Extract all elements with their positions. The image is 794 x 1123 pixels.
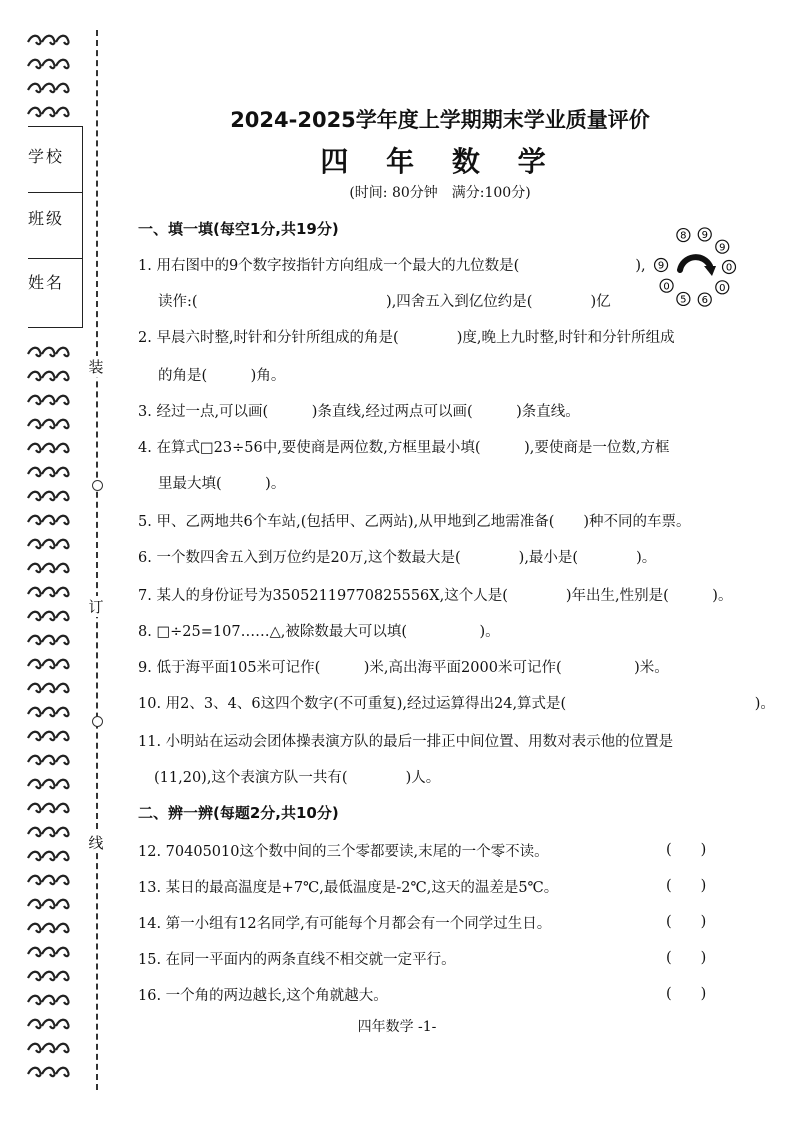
wave-ornament [26, 748, 82, 772]
question-2-line-1: 2. 早晨六时整,时针和分针所组成的角是( )度,晚上九时整,时针和分针所组成 [138, 330, 675, 346]
answer-paren-13[interactable]: ( ) [666, 878, 707, 894]
question-7: 7. 某人的身份证号为35052119770825556X,这个人是( )年出生,性别是( )。 [138, 588, 733, 604]
question-13: 13. 某日的最高温度是+7℃,最低温度是-2℃,这天的温差是5℃。 [138, 880, 559, 896]
wave-ornament [26, 508, 82, 532]
question-1-line-1: 1. 用右图中的9个数字按指针方向组成一个最大的九位数是( ), [138, 258, 646, 274]
wave-ornament [26, 820, 82, 844]
wave-ornament [26, 844, 82, 868]
wave-ornament [26, 916, 82, 940]
wave-ornament [26, 964, 82, 988]
clockwise-arrow-icon [680, 257, 710, 270]
question-5: 5. 甲、乙两地共6个车站,(包括甲、乙两站),从甲地到乙地需准备( )种不同的车票。 [138, 514, 691, 530]
wave-ornament [26, 532, 82, 556]
question-16: 16. 一个角的两边越长,这个角就越大。 [138, 988, 388, 1004]
wave-ornament [26, 652, 82, 676]
question-11-line-2: (11,20),这个表演方队一共有( )人。 [154, 770, 441, 786]
wave-ornament [26, 940, 82, 964]
answer-paren-16[interactable]: ( ) [666, 986, 707, 1002]
question-14: 14. 第一小组有12名同学,有可能每个月都会有一个同学过生日。 [138, 916, 552, 932]
dial-digit: 0 [663, 281, 670, 293]
binding-hole-2 [92, 716, 103, 727]
wave-ornament [26, 484, 82, 508]
wave-ornament [26, 52, 82, 76]
dial-digit: 5 [680, 294, 687, 306]
wave-ornament [26, 1060, 82, 1084]
binding-char-zhuang: 装 [86, 356, 106, 377]
wave-ornament [26, 772, 82, 796]
exam-subject: 四 年 数 学 [320, 145, 560, 178]
number-dial-figure [652, 224, 738, 310]
binding-wave-decoration-bottom [26, 340, 82, 1084]
name-label: 姓名 [28, 273, 65, 292]
wave-ornament [26, 364, 82, 388]
exam-info: (时间: 80分钟 满分:100分) [349, 185, 531, 201]
dial-digit: 0 [725, 262, 733, 274]
wave-ornament [26, 700, 82, 724]
section-2-heading: 二、辨一辨(每题2分,共10分) [138, 804, 339, 822]
binding-hole-1 [92, 480, 103, 491]
wave-ornament [26, 580, 82, 604]
dial-digit: 6 [701, 295, 708, 307]
dial-digit: 0 [719, 282, 726, 294]
wave-ornament [26, 604, 82, 628]
dial-digit: 9 [701, 230, 708, 242]
binding-char-ding: 订 [86, 596, 106, 617]
dial-digits [655, 228, 736, 306]
binding-wave-decoration-top [26, 28, 82, 124]
wave-ornament [26, 628, 82, 652]
question-4-line-2: 里最大填( )。 [158, 476, 286, 492]
wave-ornament [26, 988, 82, 1012]
wave-ornament [26, 28, 82, 52]
dial-digit: 8 [680, 230, 687, 242]
arrow-head-icon [704, 266, 716, 276]
dial-digit: 9 [657, 260, 665, 272]
page-footer: 四年数学 -1- [357, 1019, 437, 1035]
dial-digit: 9 [719, 242, 726, 254]
binding-char-xian: 线 [86, 832, 106, 853]
question-12: 12. 70405010这个数中间的三个零都要读,末尾的一个零不读。 [138, 844, 549, 860]
question-4-line-1: 4. 在算式□23÷56中,要使商是两位数,方框里最小填( ),要使商是一位数,方框 [138, 440, 670, 456]
question-2-line-2: 的角是( )角。 [158, 368, 286, 384]
question-15: 15. 在同一平面内的两条直线不相交就一定平行。 [138, 952, 456, 968]
wave-ornament [26, 676, 82, 700]
question-10: 10. 用2、3、4、6这四个数字(不可重复),经过运算得出24,算式是( )。 [138, 696, 775, 712]
wave-ornament [26, 436, 82, 460]
wave-ornament [26, 892, 82, 916]
answer-paren-12[interactable]: ( ) [666, 842, 707, 858]
binding-dashed-line [96, 30, 98, 1090]
class-label: 班级 [28, 209, 65, 228]
wave-ornament [26, 556, 82, 580]
info-divider-1 [28, 192, 82, 193]
wave-ornament [26, 460, 82, 484]
wave-ornament [26, 796, 82, 820]
wave-ornament [26, 340, 82, 364]
wave-ornament [26, 388, 82, 412]
section-1-heading: 一、填一填(每空1分,共19分) [138, 220, 339, 238]
question-11-line-1: 11. 小明站在运动会团体操表演方队的最后一排正中间位置、用数对表示他的位置是 [138, 734, 674, 750]
question-3: 3. 经过一点,可以画( )条直线,经过两点可以画( )条直线。 [138, 404, 580, 420]
school-label: 学校 [28, 147, 65, 166]
wave-ornament [26, 1036, 82, 1060]
exam-title: 2024-2025学年度上学期期末学业质量评价 [230, 108, 650, 132]
wave-ornament [26, 724, 82, 748]
info-divider-2 [28, 258, 82, 259]
wave-ornament [26, 76, 82, 100]
question-1-line-2: 读作:( ),四舍五入到亿位约是( )亿 [158, 294, 611, 310]
question-9: 9. 低于海平面105米可记作( )米,高出海平面2000米可记作( )米。 [138, 660, 669, 676]
wave-ornament [26, 100, 82, 124]
question-8: 8. □÷25=107……△,被除数最大可以填( )。 [138, 624, 500, 640]
wave-ornament [26, 412, 82, 436]
wave-ornament [26, 868, 82, 892]
answer-paren-15[interactable]: ( ) [666, 950, 707, 966]
answer-paren-14[interactable]: ( ) [666, 914, 707, 930]
question-6: 6. 一个数四舍五入到万位约是20万,这个数最大是( ),最小是( )。 [138, 550, 657, 566]
